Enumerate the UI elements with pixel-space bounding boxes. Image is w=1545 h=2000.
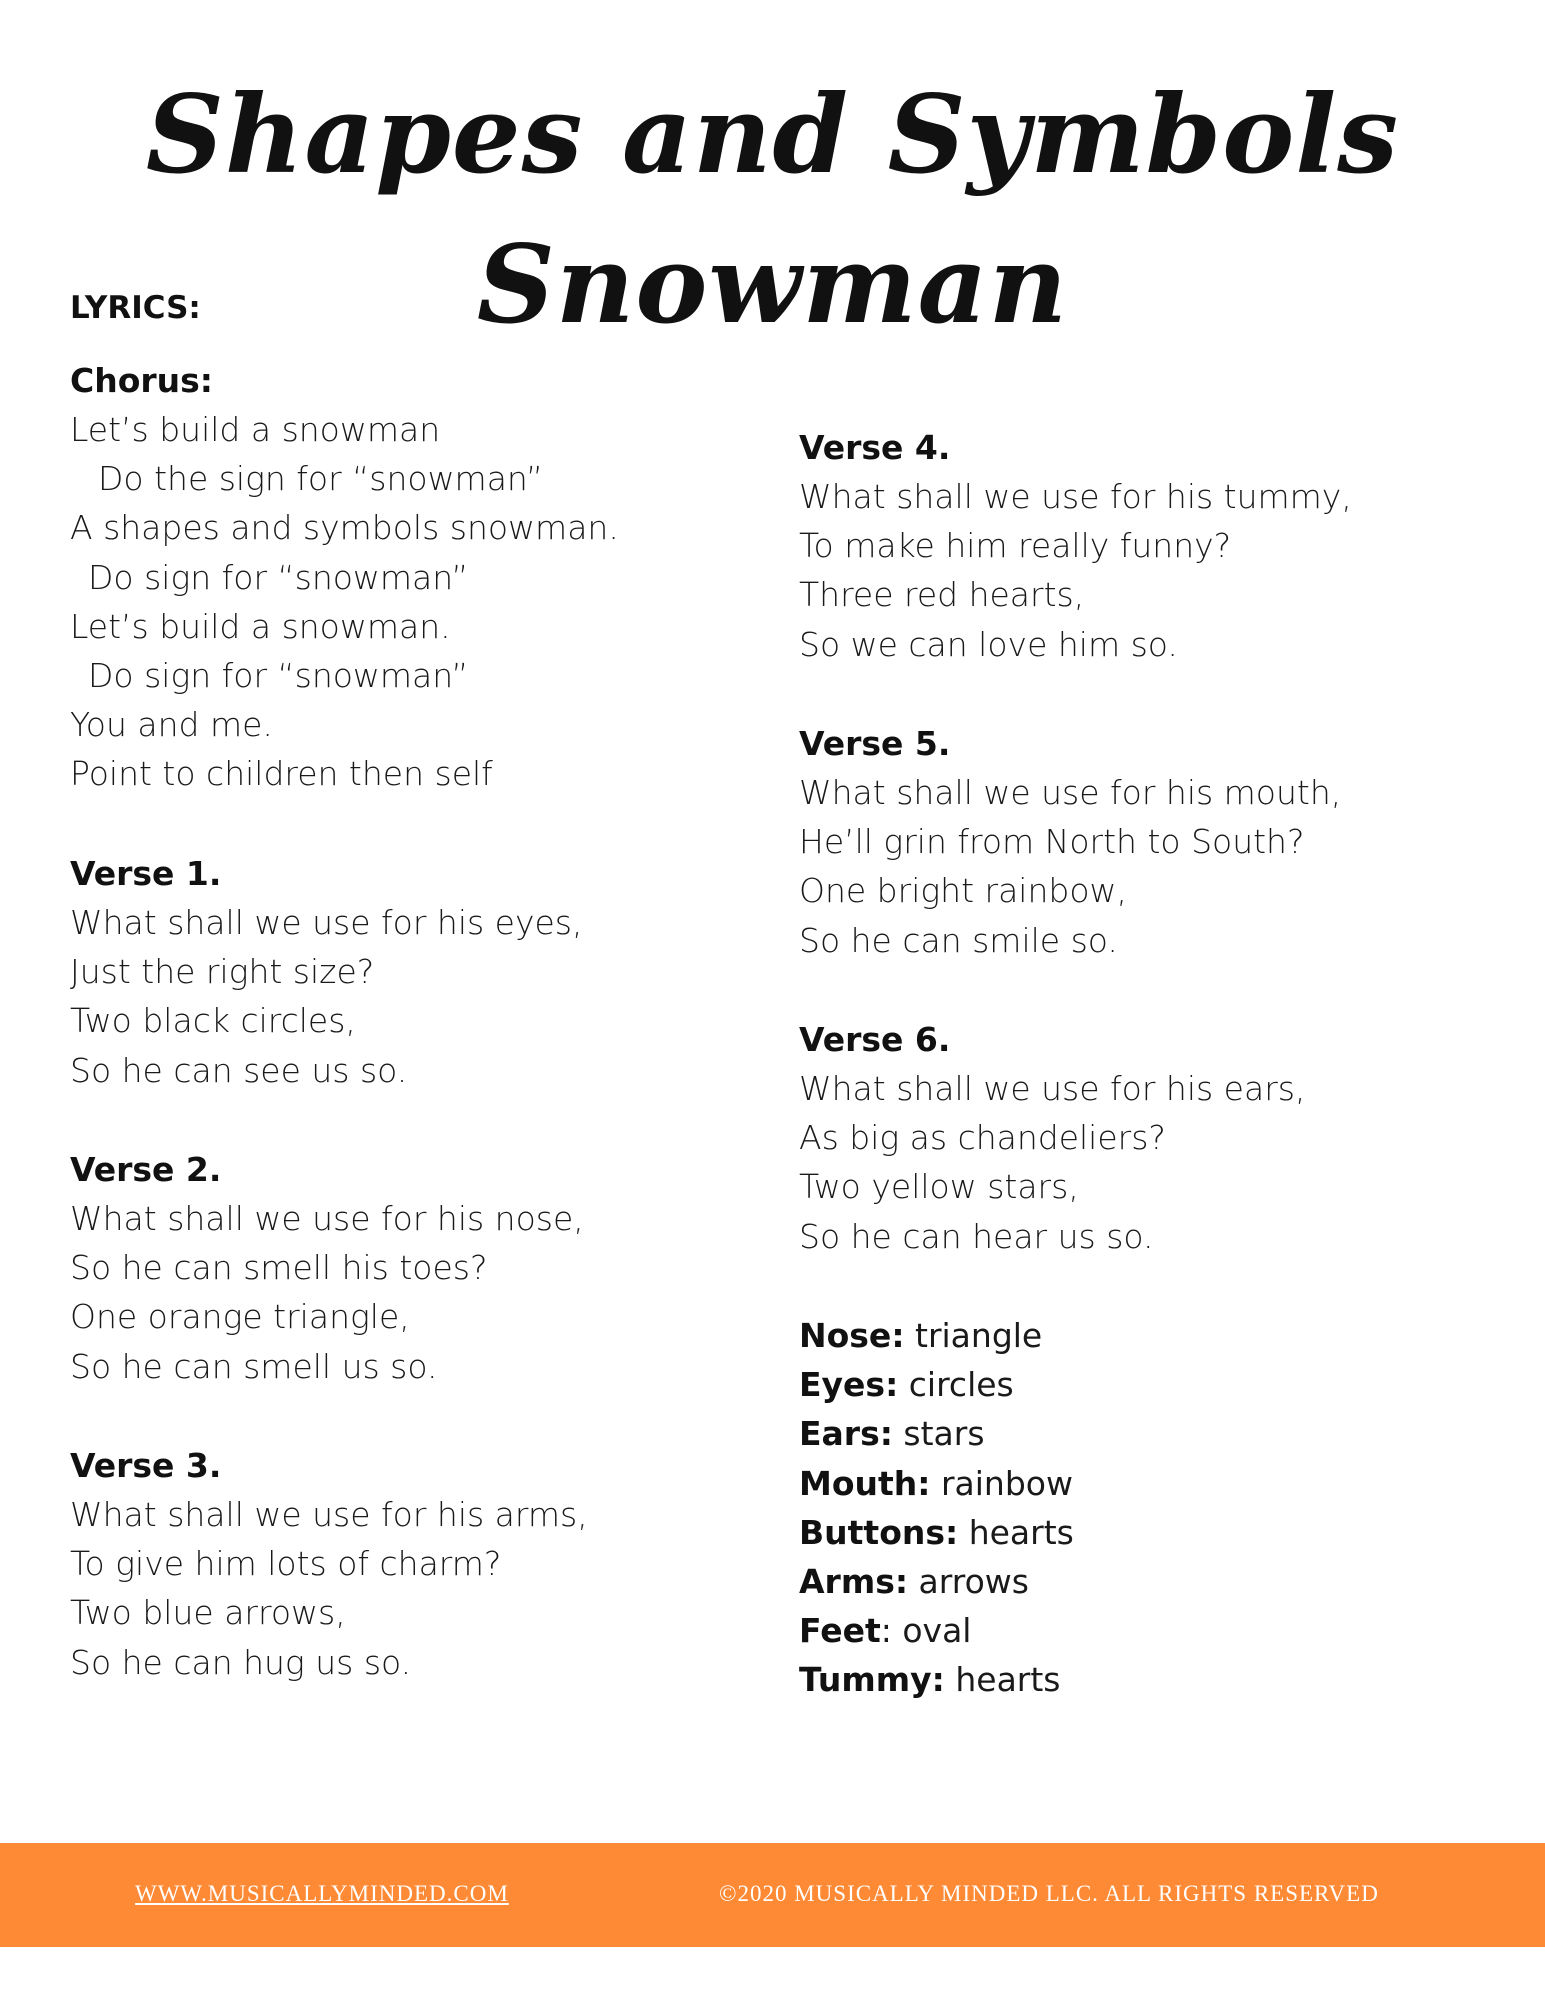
part-label: Feet — [799, 1611, 881, 1651]
verse-3-block — [70, 1441, 770, 1687]
lyrics-label: LYRICS: — [70, 290, 201, 326]
copyright-notice: ©2020 MUSICALLY MINDED LLC. ALL RIGHTS RESERVED — [719, 1881, 1379, 1906]
part-arms — [799, 1557, 1499, 1606]
lyric-line: What shall we use for his tummy, — [799, 477, 1352, 516]
part-feet — [799, 1606, 1499, 1655]
footer-bar — [0, 1843, 1545, 1947]
website-link[interactable]: WWW.MUSICALLYMINDED.COM — [135, 1881, 509, 1906]
part-nose — [799, 1311, 1499, 1360]
verse-heading: Verse 2. — [70, 1150, 222, 1189]
lyric-line: What shall we use for his eyes, — [70, 903, 583, 942]
verse-5-block — [799, 719, 1499, 965]
lyric-line: One orange triangle, — [70, 1297, 410, 1337]
verse-1-block — [70, 849, 770, 1095]
part-value: hearts — [958, 1512, 1074, 1552]
lyric-line: As big as chandeliers? — [799, 1118, 1166, 1158]
chorus-heading: Chorus: — [70, 361, 213, 400]
lyric-line: To give him lots of charm? — [70, 1544, 502, 1584]
part-label: Eyes: — [799, 1365, 899, 1405]
lyric-line: He’ll grin from North to South? — [799, 822, 1305, 862]
verse-6-block — [799, 1015, 1499, 1261]
lyric-line: So he can see us so. — [70, 1050, 408, 1090]
lyric-line: Two yellow stars, — [799, 1167, 1079, 1207]
action-instruction: Point to children then self — [70, 754, 493, 794]
verse-heading: Verse 4. — [799, 428, 951, 467]
lyric-line: What shall we use for his arms, — [70, 1495, 588, 1534]
part-ears — [799, 1409, 1499, 1458]
lyric-line: To make him really funny? — [799, 526, 1232, 566]
lyric-line: What shall we use for his ears, — [799, 1069, 1306, 1108]
part-mouth — [799, 1459, 1499, 1508]
part-label: Nose: — [799, 1316, 905, 1355]
lyric-line: Let’s build a snowman — [70, 410, 441, 449]
part-value: arrows — [908, 1561, 1029, 1601]
verse-heading: Verse 6. — [799, 1020, 951, 1059]
verse-heading: Verse 1. — [70, 854, 222, 893]
part-label: Arms: — [799, 1561, 909, 1601]
lyric-line: So he can smile so. — [799, 920, 1118, 960]
part-tummy — [799, 1655, 1499, 1704]
lyric-line: Two black circles, — [70, 1001, 356, 1041]
verse-4-block — [799, 423, 1499, 669]
sign-instruction: Do sign for “snowman” — [88, 557, 469, 597]
page-title: Shapes and Symbols Snowman — [145, 72, 1400, 348]
lyric-line: What shall we use for his nose, — [70, 1199, 584, 1238]
parts-list — [799, 1311, 1499, 1705]
lyric-line: Three red hearts, — [799, 575, 1085, 615]
lyric-line: So he can smell us so. — [70, 1346, 438, 1386]
part-value: hearts — [944, 1660, 1061, 1700]
lyric-line: So he can hug us so. — [70, 1642, 412, 1682]
lyric-line: You and me. — [70, 705, 273, 745]
lyric-line: Just the right size? — [70, 952, 375, 992]
part-eyes — [799, 1360, 1499, 1409]
part-label: Tummy: — [799, 1660, 945, 1700]
lyric-line: A shapes and symbols snowman. — [70, 508, 619, 548]
part-label: Mouth: — [799, 1463, 931, 1503]
verse-heading: Verse 5. — [799, 724, 951, 763]
chorus-block — [70, 356, 770, 799]
lyric-line: So he can smell his toes? — [70, 1248, 488, 1288]
part-value: : oval — [880, 1611, 972, 1651]
lyric-line: Two blue arrows, — [70, 1593, 346, 1633]
part-value: stars — [892, 1414, 985, 1454]
lyric-line: So he can hear us so. — [799, 1216, 1154, 1256]
lyric-line: What shall we use for his mouth, — [799, 773, 1342, 812]
lyric-line: Let’s build a snowman. — [70, 606, 451, 646]
verse-2-block — [70, 1145, 770, 1391]
verse-heading: Verse 3. — [70, 1446, 222, 1485]
part-label: Ears: — [799, 1414, 893, 1454]
part-value: circles — [898, 1365, 1014, 1405]
part-value: triangle — [904, 1316, 1043, 1355]
part-label: Buttons: — [799, 1512, 959, 1552]
sign-instruction: Do sign for “snowman” — [88, 655, 469, 695]
lyric-line: One bright rainbow, — [799, 871, 1128, 911]
sign-instruction: Do the sign for “snowman” — [98, 459, 544, 499]
lyric-line: So we can love him so. — [799, 624, 1178, 664]
part-value: rainbow — [930, 1463, 1073, 1503]
part-buttons — [799, 1508, 1499, 1557]
